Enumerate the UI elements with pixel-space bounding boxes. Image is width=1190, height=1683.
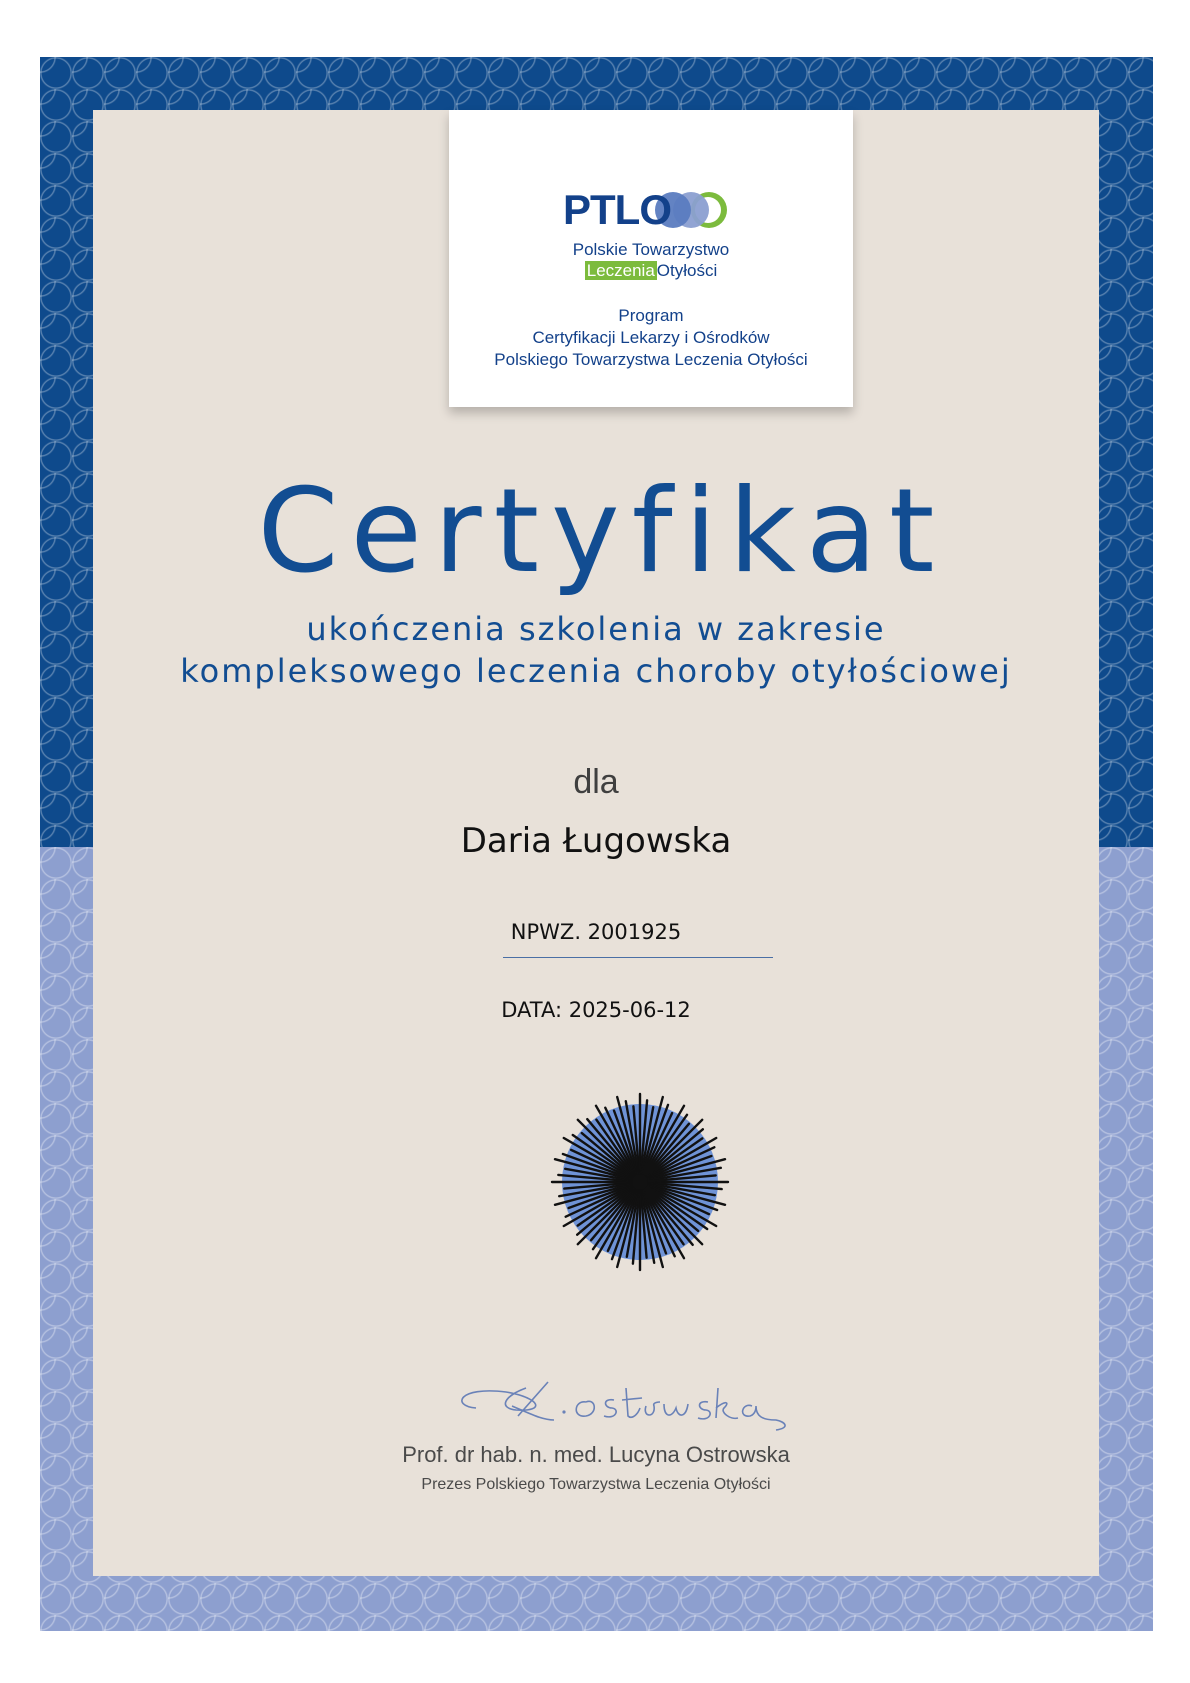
for-label: dla [573,763,619,801]
seal-emblem [545,1087,735,1277]
npwz-number: NPWZ. 2001925 [510,920,682,944]
certificate-title: Certyfikat [257,464,947,599]
signatory-name: Prof. dr hab. n. med. Lucyna Ostrowska [402,1442,790,1467]
certificate-date: DATA: 2025-06-12 [501,998,691,1022]
logo-card [449,110,853,407]
program-description [449,305,853,371]
subtitle-line1: ukończenia szkolenia w zakresie [306,610,886,648]
logo-name-rest: Otyłości [656,261,718,280]
certificate-subtitle [93,608,1099,692]
logo-wordmark: PTLO [563,186,671,233]
certificate-panel [93,110,1099,1576]
recipient-name: Daria Ługowska [460,821,732,861]
divider [503,957,773,958]
logo-name-highlight: Leczenia [586,261,655,280]
logo-name-line2 [449,261,853,281]
logo-name-line1: Polskie Towarzystwo [572,240,730,259]
subtitle-line2: kompleksowego leczenia choroby otyłościowej [180,652,1012,690]
seal-center [632,1174,648,1190]
signatory-role: Prezes Polskiego Towarzystwa Leczenia Otyłości [421,1476,771,1493]
program-line1: Program [618,306,684,325]
certificate-frame [40,57,1153,1631]
program-line3: Polskiego Towarzystwa Leczenia Otyłości [494,350,808,369]
program-line2: Certyfikacji Lekarzy i Ośrodków [532,328,770,347]
signature-image [446,1368,796,1438]
ptlo-logo [563,188,743,232]
